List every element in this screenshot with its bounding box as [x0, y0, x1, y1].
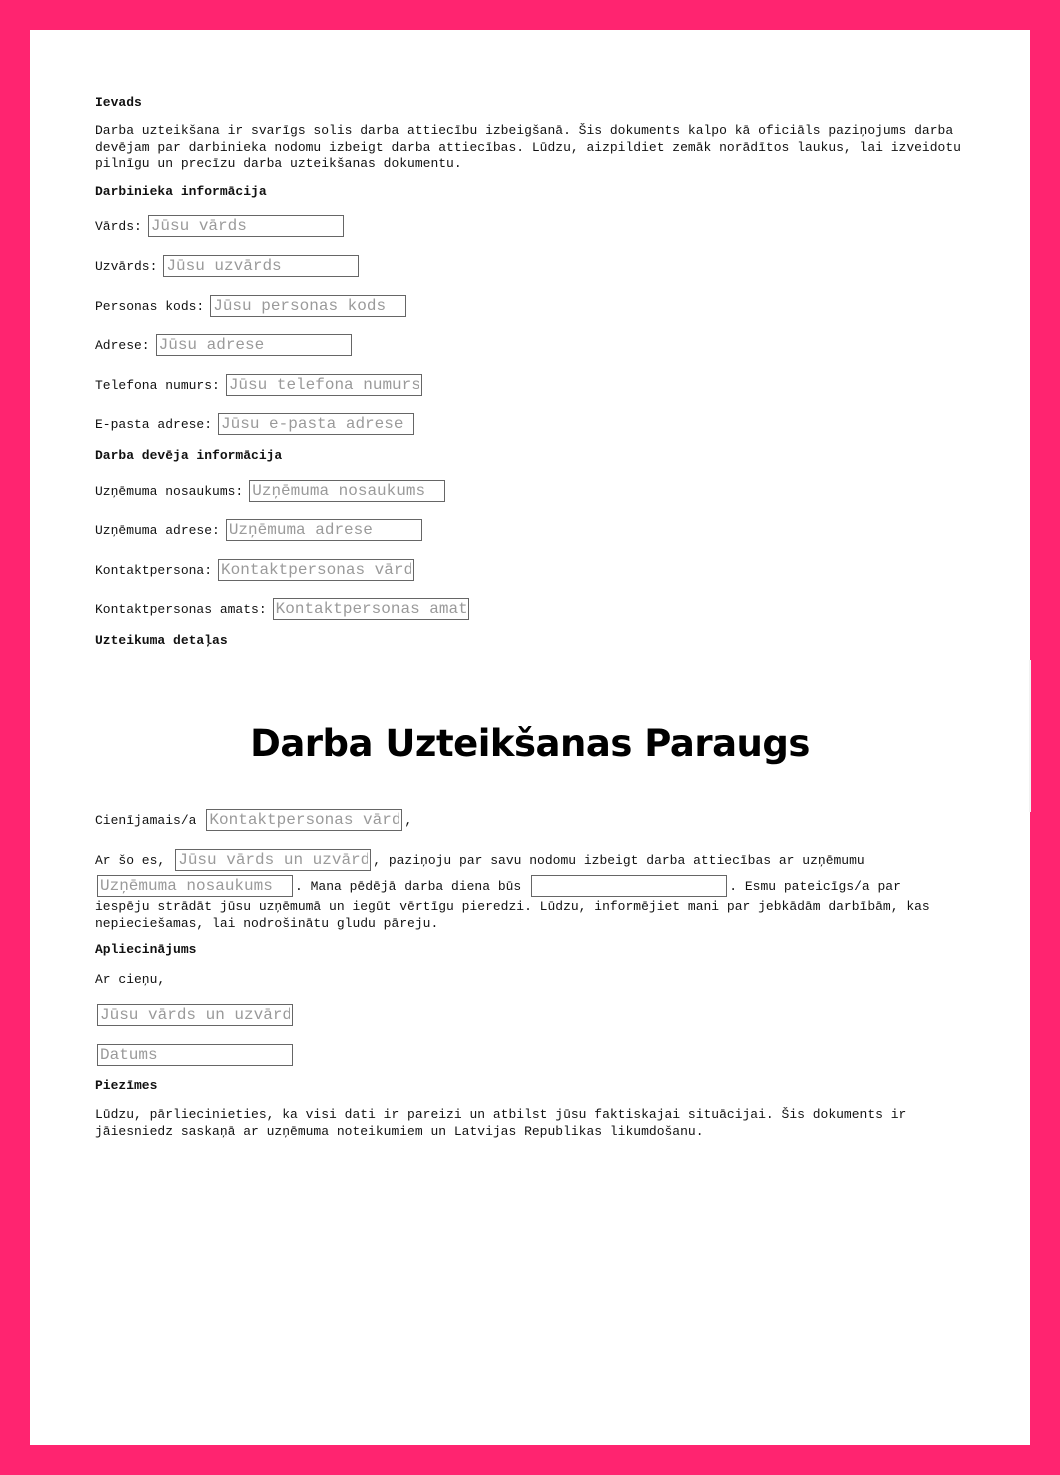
body-line-1	[95, 848, 865, 872]
contact-position-label: Kontaktpersonas amats:	[95, 601, 267, 617]
personal-code-input[interactable]	[210, 295, 406, 317]
intro-heading: Ievads	[95, 95, 142, 110]
employee-row-first-name	[95, 214, 344, 238]
first-name-input[interactable]	[148, 215, 344, 237]
last-name-label: Uzvārds:	[95, 258, 158, 274]
sign-date-line	[95, 1043, 295, 1067]
salutation-contact-input[interactable]	[206, 809, 402, 831]
notes-text: Lūdzu, pārliecinieties, ka visi dati ir pareizi un atbilst jūsu faktiskajai situācijai. Šis dokuments ir jāiesniedz saskaņā ar uzņēmuma noteikumiem un Latvijas Republikas likumdošanu.	[95, 1107, 907, 1139]
regards-text: Ar cieņu,	[95, 972, 166, 987]
last-day-input[interactable]	[531, 875, 727, 897]
intro-text: Darba uzteikšana ir svarīgs solis darba attiecību izbeigšanā. Šis dokuments kalpo kā oficiāls paziņojums darba devējam par darbinieka nodomu izbeigt darba attiecības. Lūdzu, aizpildiet zemāk norādītos laukus, lai izveidotu pilnīgu un precīzu darba uzteikšanas dokumentu.	[95, 123, 961, 171]
contact-person-input[interactable]	[218, 559, 414, 581]
employee-row-last-name	[95, 254, 359, 278]
details-heading: Uzteikuma detaļas	[95, 633, 228, 648]
employee-heading: Darbinieka informācija	[95, 184, 267, 199]
body-middle: , paziņoju par savu nodomu izbeigt darba attiecības ar uzņēmumu	[373, 852, 865, 868]
body-rest: iespēju strādāt jūsu uzņēmumā un iegūt vērtīgu pieredzi. Lūdzu, informējiet mani par jebkādām darbībām, kas nepieciešamas, lai nodrošinātu gludu pāreju.	[95, 899, 930, 931]
company-address-input[interactable]	[226, 519, 422, 541]
company-address-label: Uzņēmuma adrese:	[95, 522, 220, 538]
confirm-heading: Apliecinājums	[95, 942, 197, 957]
body-lastday: . Mana pēdējā darba diena būs	[295, 878, 522, 894]
personal-code-label: Personas kods:	[95, 298, 205, 314]
email-label: E-pasta adrese:	[95, 416, 213, 432]
employer-row-company-name	[95, 479, 445, 503]
sign-name-input[interactable]	[97, 1004, 293, 1026]
body-after: . Esmu pateicīgs/a par	[729, 878, 901, 894]
phone-label: Telefona numurs:	[95, 377, 220, 393]
body-line-2	[95, 874, 901, 898]
company-name-input[interactable]	[249, 480, 445, 502]
body-prefix: Ar šo es,	[95, 852, 166, 868]
email-input[interactable]	[218, 413, 414, 435]
address-input[interactable]	[156, 334, 352, 356]
company-name-label: Uzņēmuma nosaukums:	[95, 483, 244, 499]
first-name-label: Vārds:	[95, 218, 142, 234]
employee-row-phone	[95, 373, 422, 397]
document-title: Darba Uzteikšanas Paraugs	[250, 722, 810, 765]
sign-date-input[interactable]	[97, 1044, 293, 1066]
employer-row-contact-person	[95, 558, 414, 582]
phone-input[interactable]	[226, 374, 422, 396]
salutation-text: Cienījamais/a	[95, 812, 197, 828]
employer-row-company-address	[95, 518, 422, 542]
body-name-input[interactable]	[175, 849, 371, 871]
sign-name-line	[95, 1003, 295, 1027]
last-name-input[interactable]	[163, 255, 359, 277]
notes-heading: Piezīmes	[95, 1078, 158, 1093]
document-page	[30, 30, 1030, 1445]
employee-row-address	[95, 333, 352, 357]
body-company-input[interactable]	[97, 875, 293, 897]
address-label: Adrese:	[95, 337, 150, 353]
employee-row-email	[95, 412, 414, 436]
salutation-comma: ,	[404, 812, 413, 828]
contact-person-label: Kontaktpersona:	[95, 562, 213, 578]
contact-position-input[interactable]	[273, 598, 469, 620]
employer-heading: Darba devēja informācija	[95, 448, 283, 463]
employer-row-contact-position	[95, 597, 469, 621]
employee-row-personal-code	[95, 294, 406, 318]
salutation-line	[95, 808, 412, 832]
